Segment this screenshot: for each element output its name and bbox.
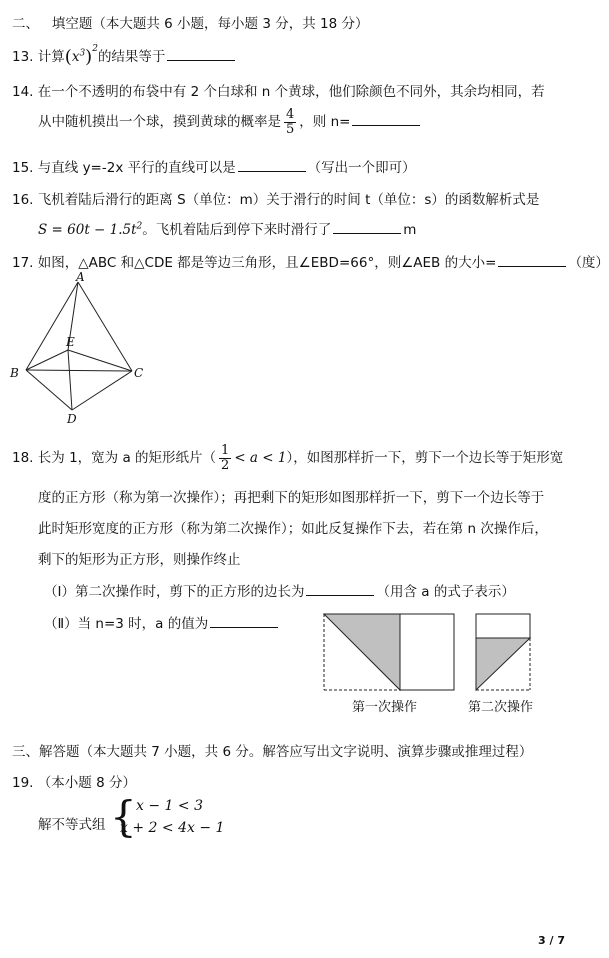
second-operation-diagram <box>476 614 530 690</box>
label-b: B <box>10 366 19 380</box>
q17-text: 如图，△ABC 和△CDE 都是等边三角形，且∠EBD=66°，则∠AEB 的大小= <box>37 255 497 271</box>
q16-unit: m <box>403 222 417 238</box>
open-paren: ( <box>64 46 72 68</box>
q13-base: x <box>71 49 80 65</box>
question-number: 18. <box>12 450 34 467</box>
q19-points: （本小题 8 分） <box>37 775 136 791</box>
answer-blank[interactable] <box>333 219 401 234</box>
question-16-line-1 <box>12 188 539 208</box>
question-number: 16. <box>12 192 34 208</box>
q18-text-1: 长为 1，宽为 a 的矩形纸片（ <box>37 450 217 467</box>
folded-triangle-2 <box>476 638 530 690</box>
fraction-denominator: 2 <box>221 457 230 473</box>
question-number: 13. <box>12 49 34 65</box>
folded-triangle-1 <box>324 614 400 690</box>
q13-prefix: 计算 <box>37 49 65 65</box>
question-number: 14. <box>12 84 34 100</box>
edge-dc <box>72 371 132 410</box>
remaining-rectangle-1 <box>400 614 454 690</box>
q17-suffix: （度） <box>568 255 609 271</box>
caption-second-operation: 第二次操作 <box>468 700 534 715</box>
question-17 <box>12 251 609 271</box>
question-14-line-2 <box>38 108 422 136</box>
section-3-header <box>12 740 532 760</box>
q16-formula-exponent: 2 <box>136 221 143 232</box>
q16-text-2: 。飞机着陆后到停下来时滑行了 <box>142 222 332 238</box>
remaining-rectangle-2 <box>476 614 530 638</box>
q18-part-1-text: （Ⅰ）第二次操作时，剪下的正方形的边长为 <box>44 584 305 600</box>
inequality-2: x + 2 < 4x − 1 <box>120 820 225 836</box>
q14-text-2: 从中随机摸出一个球，摸到黄球的概率是 <box>38 114 281 131</box>
question-18-part-1 <box>44 580 515 600</box>
q18-text-2: 度的正方形（称为第一次操作）；再把剩下的矩形如图那样折一下，剪下一个边长等于 <box>38 490 545 506</box>
figure-17-triangles <box>8 270 158 426</box>
question-number: 15. <box>12 160 34 176</box>
q18-part-1-suffix: （用含 a 的式子表示） <box>376 584 515 600</box>
q18-part-2-text: （Ⅱ）当 n=3 时，a 的值为 <box>44 616 209 632</box>
answer-blank[interactable] <box>352 111 420 126</box>
q18-text-4: 剩下的矩形为正方形，则操作终止 <box>38 552 241 568</box>
q18-text-1b: ），如图那样折一下，剪下一个边长等于矩形宽 <box>286 450 564 467</box>
answer-blank[interactable] <box>210 613 278 628</box>
fraction-1-2 <box>219 444 231 472</box>
edge-bd <box>26 370 72 410</box>
label-e: E <box>66 335 75 349</box>
close-paren: ) <box>85 46 93 68</box>
q13-outer-exponent: 2 <box>92 44 98 54</box>
answer-blank[interactable] <box>167 46 235 61</box>
label-a: A <box>76 270 85 284</box>
q13-inner-exponent: 3 <box>79 48 86 59</box>
fraction-4-5 <box>284 108 296 136</box>
question-18-line-2 <box>38 486 544 506</box>
q16-formula: S = 60t − 1.5t <box>38 222 137 238</box>
section-2-title: 填空题（本大题共 6 小题，每小题 3 分，共 18 分） <box>51 16 369 32</box>
edge-ab <box>26 282 78 370</box>
q15-text: 与直线 y=-2x 平行的直线可以是 <box>37 160 236 176</box>
figure-18-folding <box>320 610 540 696</box>
q18-condition: < a < 1 <box>234 450 287 467</box>
q18-text-3: 此时矩形宽度的正方形（称为第二次操作）；如此反复操作下去，若在第 n 次操作后， <box>38 521 548 537</box>
page-number: 3 / 7 <box>538 934 565 947</box>
inequality-1: x − 1 < 3 <box>136 798 203 814</box>
question-number: 17. <box>12 255 34 271</box>
question-15 <box>12 156 416 176</box>
q19-prompt: 解不等式组 <box>38 817 106 833</box>
question-19-header <box>12 771 136 791</box>
edge-bc <box>26 370 132 371</box>
caption-first-operation: 第一次操作 <box>352 700 418 715</box>
q14-text: 在一个不透明的布袋中有 2 个白球和 n 个黄球，他们除颜色不同外，其余均相同，若 <box>37 84 545 100</box>
fraction-numerator: 1 <box>221 443 230 458</box>
section-2-label: 二、 <box>12 16 39 32</box>
q16-text: 飞机着陆后滑行的距离 S（单位：m）关于滑行的时间 t（单位：s）的函数解析式是 <box>37 192 540 208</box>
q14-suffix: ，则 n= <box>299 114 351 131</box>
label-d: D <box>67 412 77 426</box>
edge-ed <box>68 350 72 410</box>
question-16-line-2 <box>38 218 416 238</box>
question-13 <box>12 44 237 68</box>
system-brace: { <box>110 792 137 841</box>
q13-suffix: 的结果等于 <box>97 49 166 65</box>
q15-suffix: （写出一个即可） <box>307 160 416 176</box>
first-operation-diagram <box>324 614 454 690</box>
question-18-line-1 <box>12 444 563 472</box>
question-18-part-2 <box>44 612 280 632</box>
question-18-line-4 <box>38 548 241 568</box>
question-number: 19. <box>12 775 34 791</box>
edge-ec <box>68 350 132 371</box>
answer-blank[interactable] <box>306 581 374 596</box>
answer-blank[interactable] <box>238 157 306 172</box>
fraction-denominator: 5 <box>286 121 295 137</box>
section-3-title: 三、解答题（本大题共 7 小题，共 6 分。解答应写出文字说明、演算步骤或推理过程） <box>12 744 533 760</box>
question-14-line-1 <box>12 80 545 100</box>
question-18-line-3 <box>38 517 548 537</box>
section-2-header <box>12 12 368 32</box>
label-c: C <box>134 366 144 380</box>
edge-ac <box>78 282 132 371</box>
fraction-numerator: 4 <box>286 107 295 122</box>
answer-blank[interactable] <box>498 252 566 267</box>
